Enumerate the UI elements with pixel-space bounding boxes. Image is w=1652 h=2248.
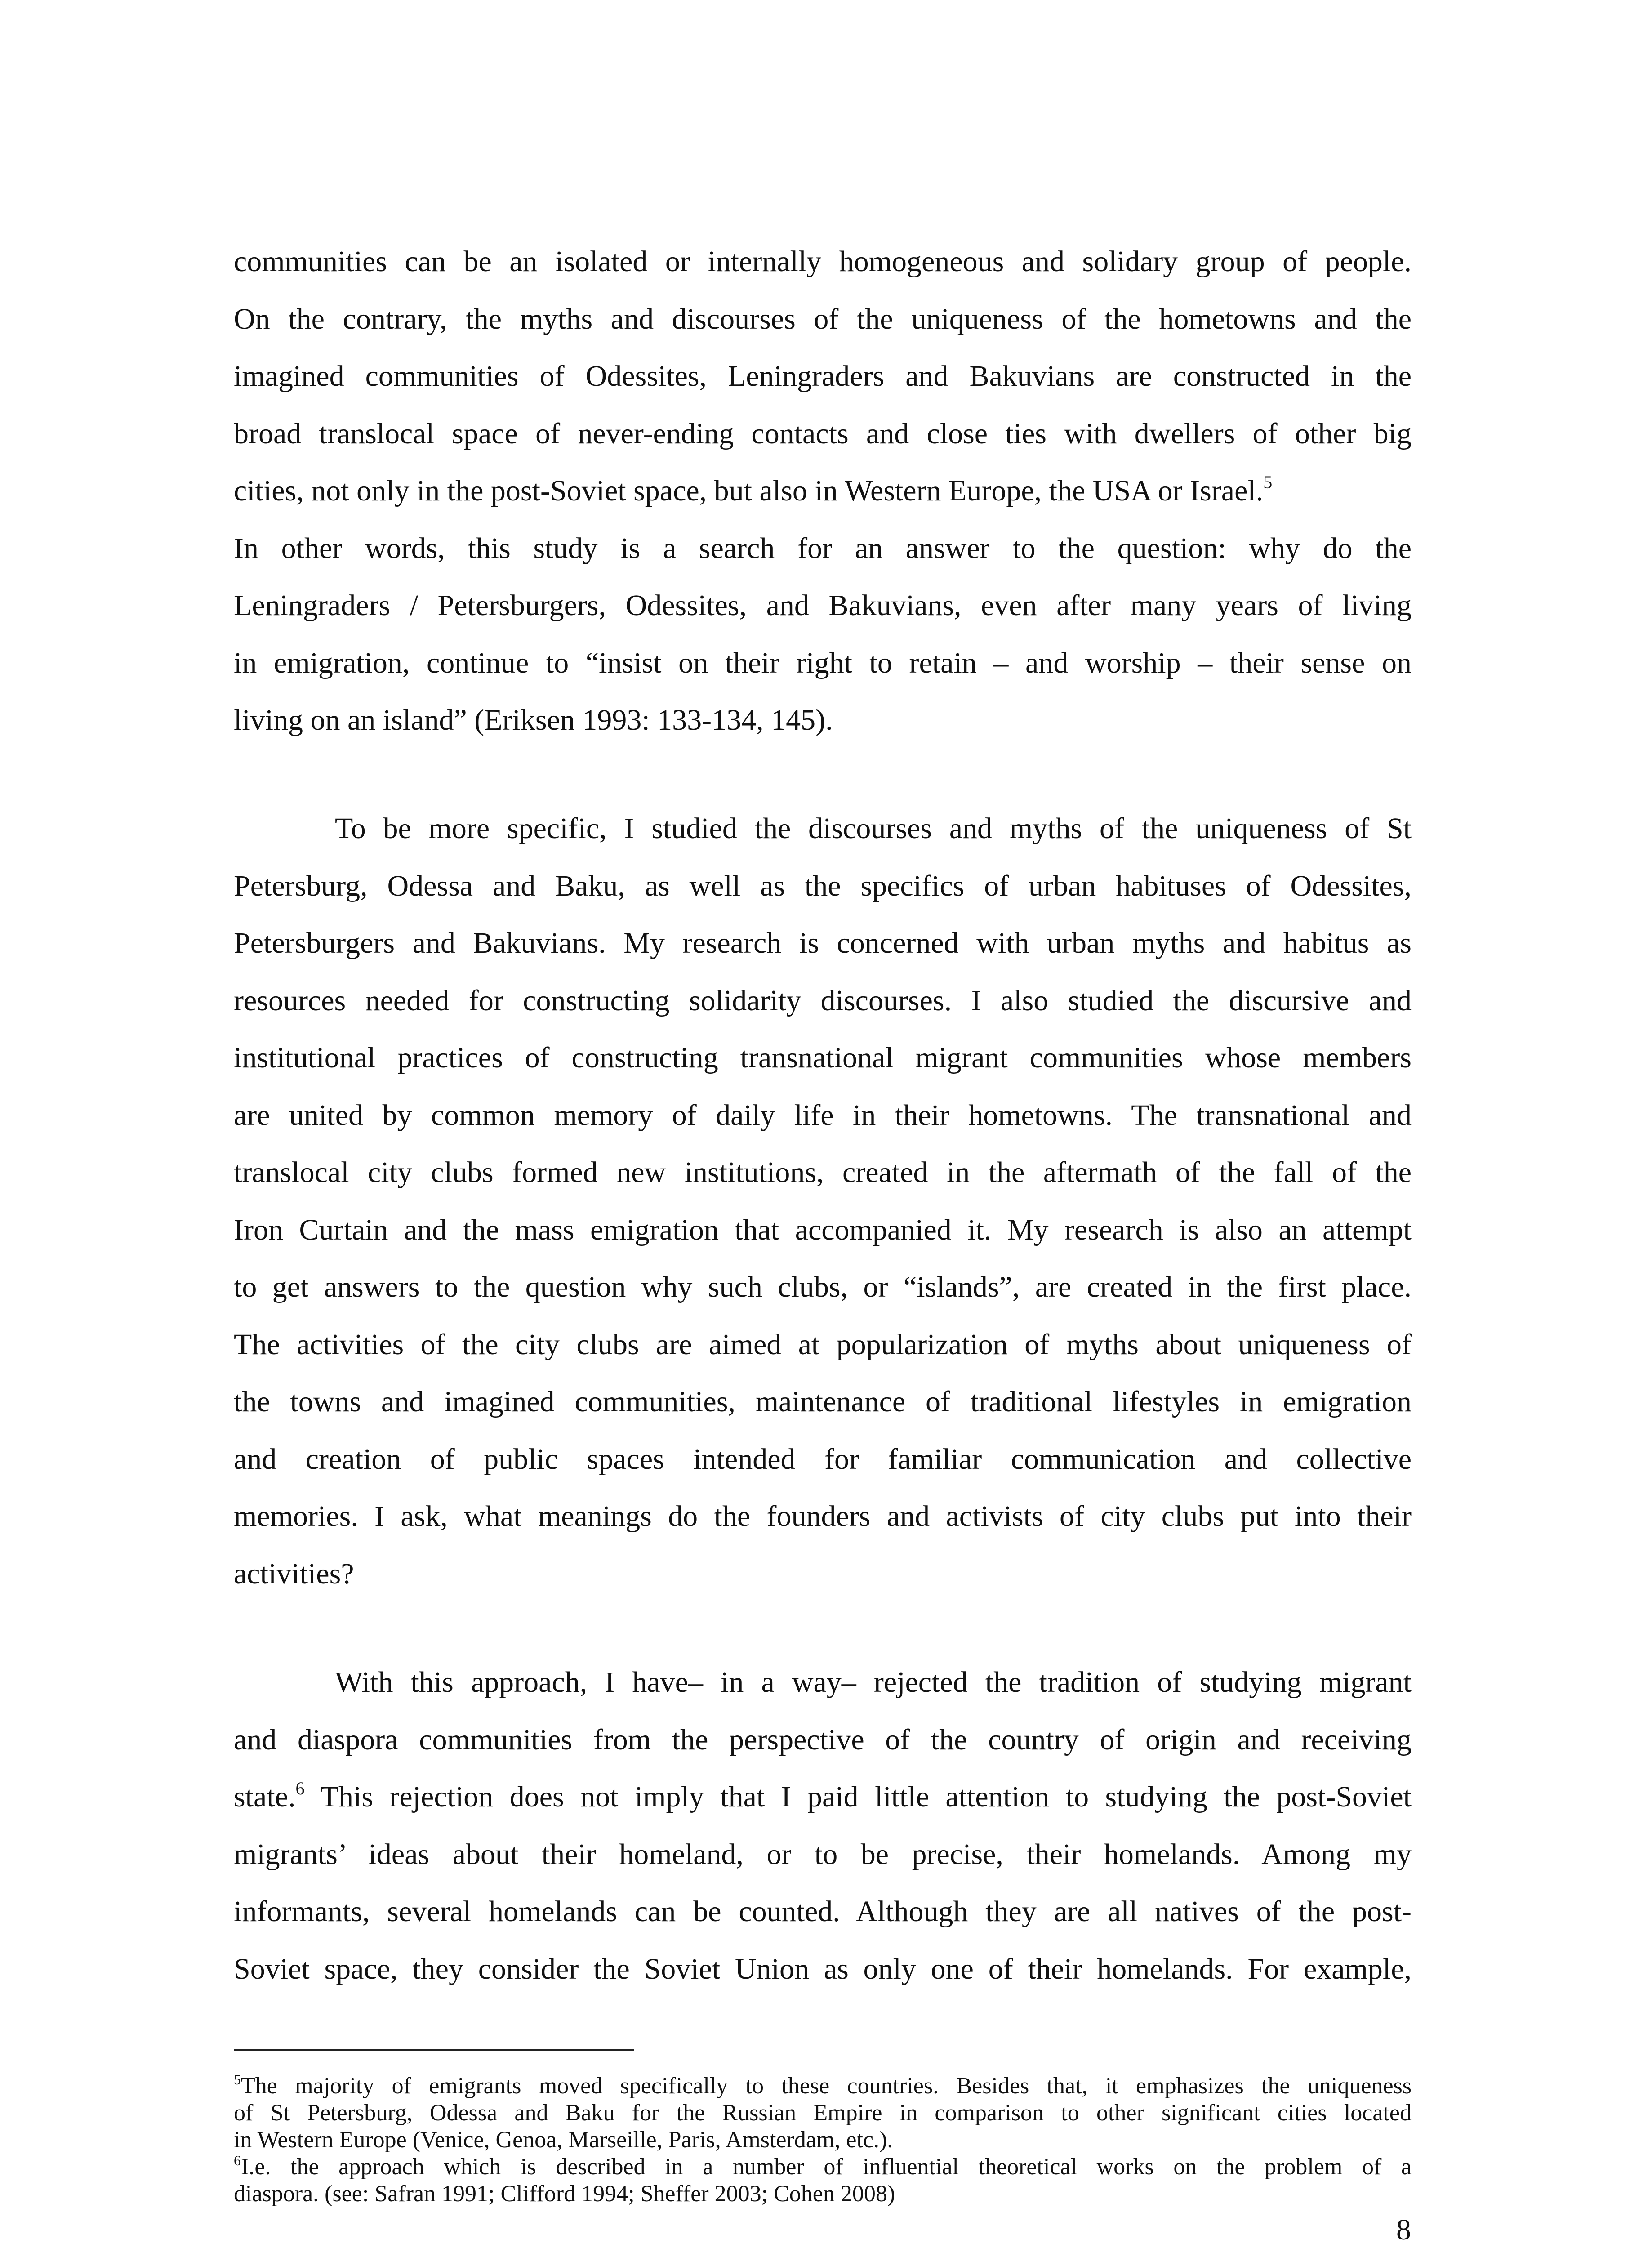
footnote-separator [234, 2049, 634, 2051]
footnote-5-line: of St Petersburg, Odessa and Baku for the Russian Empire in comparison to other significant cities located [234, 2100, 1412, 2126]
text-line: and creation of public spaces intended for familiar communication and collective [234, 1442, 1412, 1476]
text-line: Iron Curtain and the mass emigration that accompanied it. My research is also an attempt [234, 1213, 1412, 1246]
text-line: To be more specific, I studied the discourses and myths of the uniqueness of St [335, 812, 1412, 845]
text-line: broad translocal space of never-ending contacts and close ties with dwellers of other big [234, 417, 1412, 450]
text-segment: cities, not only in the post-Soviet space, but also in Western Europe, the USA or Israel. [234, 474, 1264, 507]
text-line: the towns and imagined communities, maintenance of traditional lifestyles in emigration [234, 1385, 1412, 1418]
text-line: resources needed for constructing solidarity discourses. I also studied the discursive and [234, 984, 1412, 1017]
text-line [234, 1768, 1412, 1826]
text-line: Soviet space, they consider the Soviet Union as only one of their homelands. For example, [234, 1952, 1412, 1985]
text-line: institutional practices of constructing transnational migrant communities whose members [234, 1041, 1412, 1074]
text-line: communities can be an isolated or internally homogeneous and solidary group of people. [234, 245, 1412, 278]
text-line: Petersburg, Odessa and Baku, as well as the specifics of urban habituses of Odessites, [234, 869, 1412, 902]
body-paragraph-3 [234, 1654, 1412, 1998]
text-line: activities? [234, 1557, 354, 1590]
text-line: In other words, this study is a search for an answer to the question: why do the [234, 531, 1412, 565]
text-line: and diaspora communities from the perspective of the country of origin and receiving [234, 1723, 1412, 1756]
text-line: to get answers to the question why such clubs, or “islands”, are created in the first place. [234, 1271, 1412, 1303]
text-segment: This rejection does not imply that I paid little attention to studying the post-Soviet [304, 1780, 1412, 1813]
text-segment: The majority of emigrants moved specifically to these countries. Besides that, it emphasizes the uniqueness [241, 2073, 1412, 2099]
text-line: The activities of the city clubs are aimed at popularization of myths about uniqueness of [234, 1328, 1412, 1361]
text-line: memories. I ask, what meanings do the founders and activists of city clubs put into their [234, 1500, 1412, 1533]
footnote-ref-6: 6 [295, 1778, 305, 1798]
footnote-marker-5: 5 [234, 2071, 241, 2087]
footnote-5-line: in Western Europe (Venice, Genoa, Marseille, Paris, Amsterdam, etc.). [234, 2127, 893, 2153]
text-segment: I.e. the approach which is described in a number of influential theoretical works on the problem of a [241, 2154, 1412, 2180]
body-paragraph-1 [234, 233, 1412, 749]
footnote-6-line [234, 2154, 1412, 2181]
footnotes [234, 2073, 1412, 2208]
footnote-ref-5: 5 [1263, 472, 1273, 492]
text-line: imagined communities of Odessites, Leningraders and Bakuvians are constructed in the [234, 360, 1412, 393]
text-line [234, 462, 1412, 520]
page-number: 8 [1396, 2213, 1411, 2246]
text-line: are united by common memory of daily life in their hometowns. The transnational and [234, 1098, 1412, 1132]
text-line: Leningraders / Petersburgers, Odessites, and Bakuvians, even after many years of living [234, 589, 1412, 622]
text-segment: state. [234, 1780, 296, 1813]
text-line: translocal city clubs formed new institutions, created in the aftermath of the fall of the [234, 1156, 1412, 1189]
text-line: With this approach, I have– in a way– rejected the tradition of studying migrant [335, 1666, 1412, 1699]
body-paragraph-2 [234, 800, 1412, 1602]
footnote-5-line [234, 2073, 1412, 2100]
footnote-6-line: diaspora. (see: Safran 1991; Clifford 1994; Sheffer 2003; Cohen 2008) [234, 2181, 895, 2207]
text-line: On the contrary, the myths and discourses of the uniqueness of the hometowns and the [234, 302, 1412, 335]
text-line: migrants’ ideas about their homeland, or to be precise, their homelands. Among my [234, 1838, 1412, 1871]
text-line: in emigration, continue to “insist on their right to retain – and worship – their sense on [234, 646, 1412, 679]
text-line: living on an island” (Eriksen 1993: 133-134, 145). [234, 704, 833, 736]
text-line: informants, several homelands can be counted. Although they are all natives of the post- [234, 1895, 1412, 1928]
footnote-marker-6: 6 [234, 2152, 241, 2168]
text-line: Petersburgers and Bakuvians. My research is concerned with urban myths and habitus as [234, 927, 1412, 959]
